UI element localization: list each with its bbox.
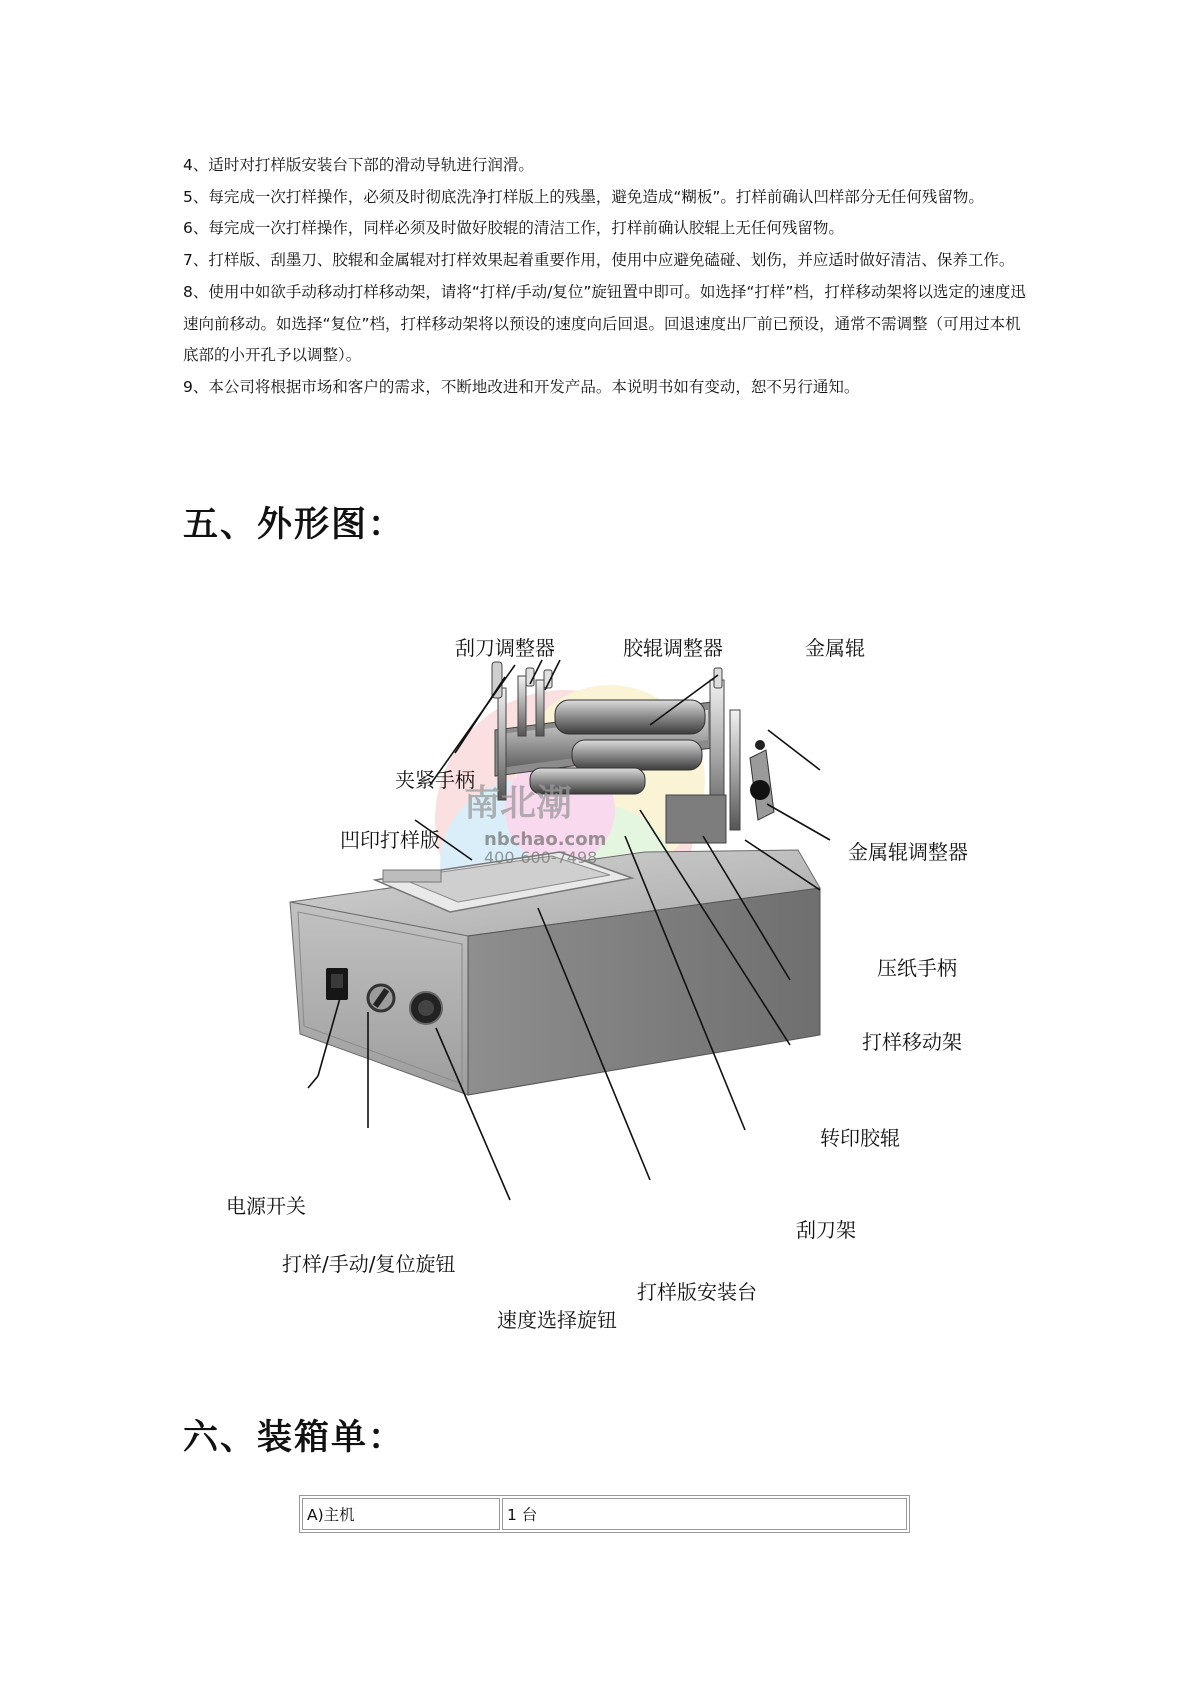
label-power-switch: 电源开关 — [226, 1194, 306, 1218]
label-scraper-adjuster: 刮刀调整器 — [455, 636, 555, 660]
section-title-packing-list: 六、装箱单： — [183, 1417, 406, 1458]
packing-item-qty: 1 台 — [502, 1498, 907, 1530]
label-mode-knob: 打样/手动/复位旋钮 — [282, 1252, 456, 1276]
label-scraper-frame: 刮刀架 — [796, 1218, 856, 1242]
label-metal-roller: 金属辊 — [805, 636, 865, 660]
note-item: 9、本公司将根据市场和客户的需求，不断地改进和开发产品。本说明书如有变动，恕不另行通知。 — [183, 377, 860, 396]
note-item: 5、每完成一次打样操作，必须及时彻底洗净打样版上的残墨，避免造成“糊板”。打样前确认凹样部分无任何残留物。 — [183, 187, 984, 206]
packing-item-name: A)主机 — [302, 1498, 500, 1530]
label-paper-press-handle: 压纸手柄 — [877, 956, 957, 980]
watermark-chars: 南北潮 — [464, 783, 573, 824]
label-clamp-handle: 夹紧手柄 — [395, 768, 475, 792]
note-item: 6、每完成一次打样操作，同样必须及时做好胶辊的清洁工作，打样前确认胶辊上无任何残留物。 — [183, 219, 844, 238]
label-plate-mount-table: 打样版安装台 — [637, 1280, 757, 1304]
section-title-outline-drawing: 五、外形图： — [183, 504, 406, 545]
note-item: 8、使用中如欲手动移动打样移动架，请将“打样/手动/复位”旋钮置中即可。如选择“打样”档，打样移动架将以选定的速度迅速向前移动。如选择“复位”档，打样移动架将以预设的速度向后回退。回退速度出厂前已预设，通常不需调整（可用过本机底部的小开孔予以调整）。 — [183, 282, 1026, 365]
label-rubber-roller-adjuster: 胶辊调整器 — [623, 636, 723, 660]
machine-outline-figure — [200, 636, 1020, 1370]
packing-list-table — [299, 1495, 910, 1533]
label-metal-roller-adjuster: 金属辊调整器 — [848, 840, 968, 864]
label-proofing-carriage: 打样移动架 — [862, 1030, 962, 1054]
label-speed-knob: 速度选择旋钮 — [497, 1308, 617, 1332]
label-gravure-plate: 凹印打样版 — [340, 828, 440, 852]
watermark-site: nbchao.com — [484, 829, 607, 850]
watermark-phone: 400-600-7498 — [484, 848, 598, 867]
note-item: 7、打样版、刮墨刀、胶辊和金属辊对打样效果起着重要作用，使用中应避免磕碰、划伤，并应适时做好清洁、保养工作。 — [183, 251, 1015, 270]
maintenance-notes — [183, 150, 1033, 404]
table-row — [302, 1498, 907, 1530]
label-transfer-rubber-roller: 转印胶辊 — [820, 1126, 900, 1150]
note-item: 4、适时对打样版安装台下部的滑动导轨进行润滑。 — [183, 156, 534, 174]
